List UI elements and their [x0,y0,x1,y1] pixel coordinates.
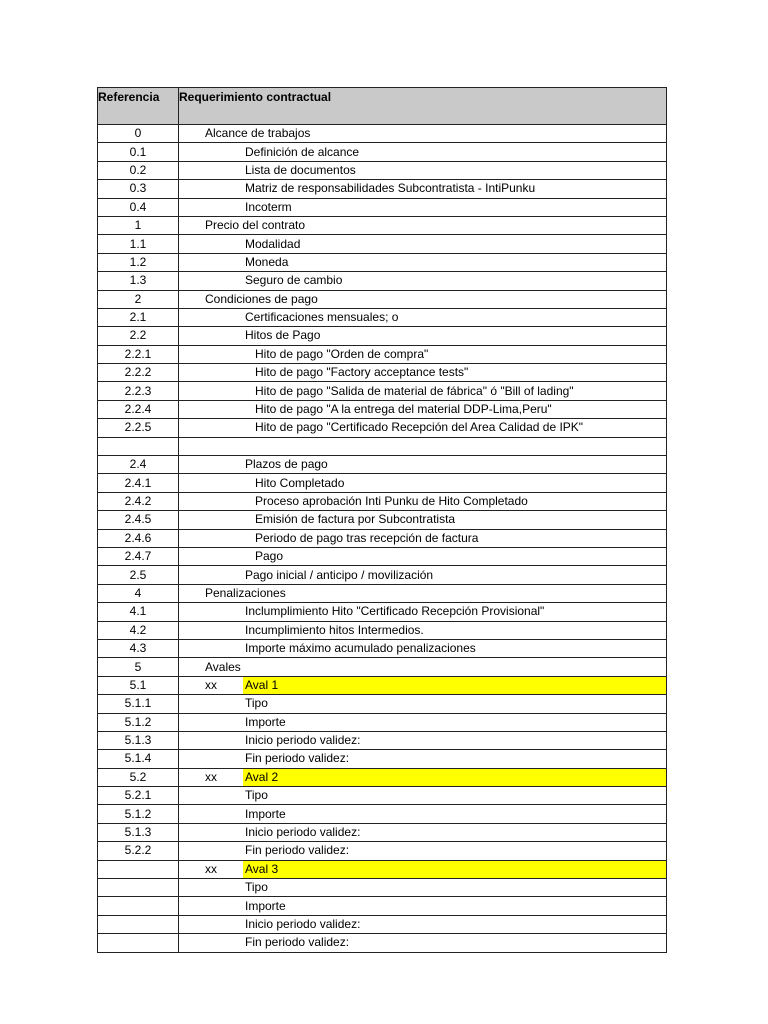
requirement-cell [179,161,667,179]
reference-cell [98,437,179,455]
requirement-text: Hito de pago "Certificado Recepción del Area Calidad de IPK" [255,420,584,435]
table-row [98,603,667,621]
table-row [98,272,667,290]
requirement-cell [179,143,667,161]
contract-requirements-table [97,87,667,953]
table-row [98,327,667,345]
reference-cell: 2.4.6 [98,529,179,547]
requirement-cell [179,934,667,952]
requirement-cell [179,456,667,474]
table-row [98,143,667,161]
reference-cell: 2.2.5 [98,419,179,437]
table-row [98,566,667,584]
requirement-cell [179,198,667,216]
requirement-text: Aval 2 [245,769,279,784]
reference-cell: 2 [98,290,179,308]
requirement-text: Hito Completado [255,475,345,490]
reference-cell: 5.1.4 [98,750,179,768]
requirement-cell [179,768,667,786]
requirement-text: Penalizaciones [205,585,286,600]
requirement-text: Fin periodo validez: [245,935,350,950]
requirement-cell [179,547,667,565]
requirement-cell [179,915,667,933]
requirement-cell [179,658,667,676]
requirement-cell [179,492,667,510]
reference-cell: 0.3 [98,180,179,198]
requirement-cell [179,603,667,621]
reference-cell: 2.1 [98,308,179,326]
table-row [98,125,667,143]
requirement-text: Inicio periodo validez: [245,733,361,748]
table-row [98,456,667,474]
reference-cell: 2.4.2 [98,492,179,510]
table-row [98,934,667,952]
requirement-cell [179,437,667,455]
table-row [98,492,667,510]
requirement-cell [179,290,667,308]
requirement-cell [179,272,667,290]
reference-cell: 2.2 [98,327,179,345]
reference-cell: 0.2 [98,161,179,179]
reference-cell: 2.4.7 [98,547,179,565]
requirement-text: Pago inicial / anticipo / movilización [245,567,434,582]
table-row [98,180,667,198]
requirement-text: Plazos de pago [245,457,328,472]
reference-cell: 5.1.2 [98,805,179,823]
table-row [98,879,667,897]
reference-cell [98,897,179,915]
table-row [98,419,667,437]
requirement-text: Importe [245,806,286,821]
reference-cell: 5.2.2 [98,842,179,860]
requirement-cell [179,566,667,584]
reference-cell: 5.1.2 [98,713,179,731]
reference-cell: 1.3 [98,272,179,290]
row-mark: xx [205,861,217,876]
reference-cell: 2.5 [98,566,179,584]
table-row [98,584,667,602]
requirement-text: Hitos de Pago [245,328,321,343]
table-row [98,787,667,805]
table-row [98,658,667,676]
requirement-text: Lista de documentos [245,162,356,177]
requirement-text: Moneda [245,254,289,269]
reference-cell: 1.2 [98,253,179,271]
table-row [98,676,667,694]
table-row [98,750,667,768]
reference-cell: 2.4.5 [98,511,179,529]
table-row [98,382,667,400]
reference-cell: 4.1 [98,603,179,621]
requirement-cell [179,345,667,363]
requirement-text: Condiciones de pago [205,291,318,306]
table-row [98,400,667,418]
requirement-cell [179,695,667,713]
requirement-cell [179,327,667,345]
reference-cell: 1.1 [98,235,179,253]
requirement-text: Hito de pago "Salida de material de fábrica" ó "Bill of lading" [255,383,574,398]
table-row [98,547,667,565]
requirement-text: Inclumplimiento Hito "Certificado Recepción Provisional" [245,604,545,619]
reference-cell: 2.2.1 [98,345,179,363]
reference-cell: 4.3 [98,639,179,657]
requirement-cell [179,364,667,382]
reference-cell: 5.1.1 [98,695,179,713]
table-row [98,253,667,271]
reference-cell: 2.4 [98,456,179,474]
table-row [98,198,667,216]
reference-cell [98,879,179,897]
requirement-text: Pago [255,549,284,564]
requirement-cell [179,676,667,694]
requirement-text: Tipo [245,788,268,803]
requirement-cell [179,621,667,639]
header-row [98,88,667,125]
reference-cell: 2.4.1 [98,474,179,492]
table-row [98,308,667,326]
requirement-text: Inicio periodo validez: [245,916,361,931]
requirement-text: Tipo [245,880,268,895]
requirement-text: Incumplimiento hitos Intermedios. [245,622,424,637]
reference-cell: 2.2.4 [98,400,179,418]
table-row [98,621,667,639]
row-mark: xx [205,677,217,692]
requirement-cell [179,511,667,529]
requirement-text: Precio del contrato [205,218,306,233]
table-row [98,437,667,455]
table-row [98,768,667,786]
row-mark: xx [205,769,217,784]
requirement-cell [179,216,667,234]
table-row [98,695,667,713]
requirement-text: Inicio periodo validez: [245,825,361,840]
requirement-cell [179,382,667,400]
table-row [98,364,667,382]
reference-cell: 5.1.3 [98,731,179,749]
requirement-text: Aval 3 [245,861,279,876]
requirement-cell [179,823,667,841]
table-row [98,823,667,841]
reference-cell: 4.2 [98,621,179,639]
requirement-text: Hito de pago "A la entrega del material DDP-Lima,Peru" [255,402,552,417]
requirement-text: Matriz de responsabilidades Subcontratista - IntiPunku [245,181,536,196]
requirement-cell [179,235,667,253]
requirement-cell [179,787,667,805]
requirement-text: Definición de alcance [245,144,360,159]
requirement-cell [179,400,667,418]
requirement-cell [179,253,667,271]
requirement-text: Emisión de factura por Subcontratista [255,512,456,527]
table-row [98,474,667,492]
table-row [98,860,667,878]
table-row [98,897,667,915]
requirement-cell [179,125,667,143]
reference-cell: 5 [98,658,179,676]
table-row [98,345,667,363]
requirement-cell [179,529,667,547]
requirement-text: Proceso aprobación Inti Punku de Hito Completado [255,494,528,508]
table-row [98,842,667,860]
requirement-cell [179,731,667,749]
reference-cell: 1 [98,216,179,234]
requirement-cell [179,897,667,915]
requirement-cell [179,805,667,823]
reference-cell: 0 [98,125,179,143]
requirement-text: Avales [205,659,241,674]
table-row [98,216,667,234]
requirement-cell [179,180,667,198]
requirement-text: Importe [245,898,286,913]
reference-cell: 2.2.3 [98,382,179,400]
reference-cell [98,934,179,952]
requirement-cell [179,639,667,657]
reference-cell: 5.2 [98,768,179,786]
requirement-text: Tipo [245,696,268,711]
requirement-text: Aval 1 [245,677,279,692]
reference-cell [98,860,179,878]
table-row [98,713,667,731]
requirement-text: Fin periodo validez: [245,843,350,858]
requirement-cell [179,584,667,602]
reference-cell: 0.1 [98,143,179,161]
table-row [98,161,667,179]
requirement-text: Fin periodo validez: [245,751,350,766]
requirement-text: Alcance de trabajos [205,126,311,141]
header-reference: Referencia [98,88,179,125]
requirement-text: Modalidad [245,236,301,251]
table-row [98,731,667,749]
reference-cell: 0.4 [98,198,179,216]
table-row [98,915,667,933]
requirement-text: Seguro de cambio [245,273,343,288]
reference-cell: 5.2.1 [98,787,179,805]
reference-cell: 5.1 [98,676,179,694]
requirement-cell [179,308,667,326]
requirement-text: Hito de pago "Factory acceptance tests" [255,365,469,380]
requirement-text: Hito de pago "Orden de compra" [255,346,429,361]
table-row [98,511,667,529]
requirement-cell [179,879,667,897]
reference-cell: 4 [98,584,179,602]
table-row [98,529,667,547]
requirement-cell [179,419,667,437]
requirement-text: Importe máximo acumulado penalizaciones [245,641,476,656]
table-row [98,805,667,823]
requirement-text: Periodo de pago tras recepción de factura [255,530,479,545]
table-body [98,125,667,953]
requirement-text: Importe [245,714,286,729]
requirement-cell [179,750,667,768]
requirement-cell [179,474,667,492]
requirement-cell [179,713,667,731]
table-row [98,290,667,308]
requirement-text: Incoterm [245,199,292,214]
reference-cell [98,915,179,933]
header-requirement: Requerimiento contractual [179,88,667,125]
requirement-cell [179,842,667,860]
requirement-cell [179,860,667,878]
reference-cell: 5.1.3 [98,823,179,841]
requirement-text: Certificaciones mensuales; o [245,310,399,325]
reference-cell: 2.2.2 [98,364,179,382]
table-row [98,235,667,253]
table-row [98,639,667,657]
